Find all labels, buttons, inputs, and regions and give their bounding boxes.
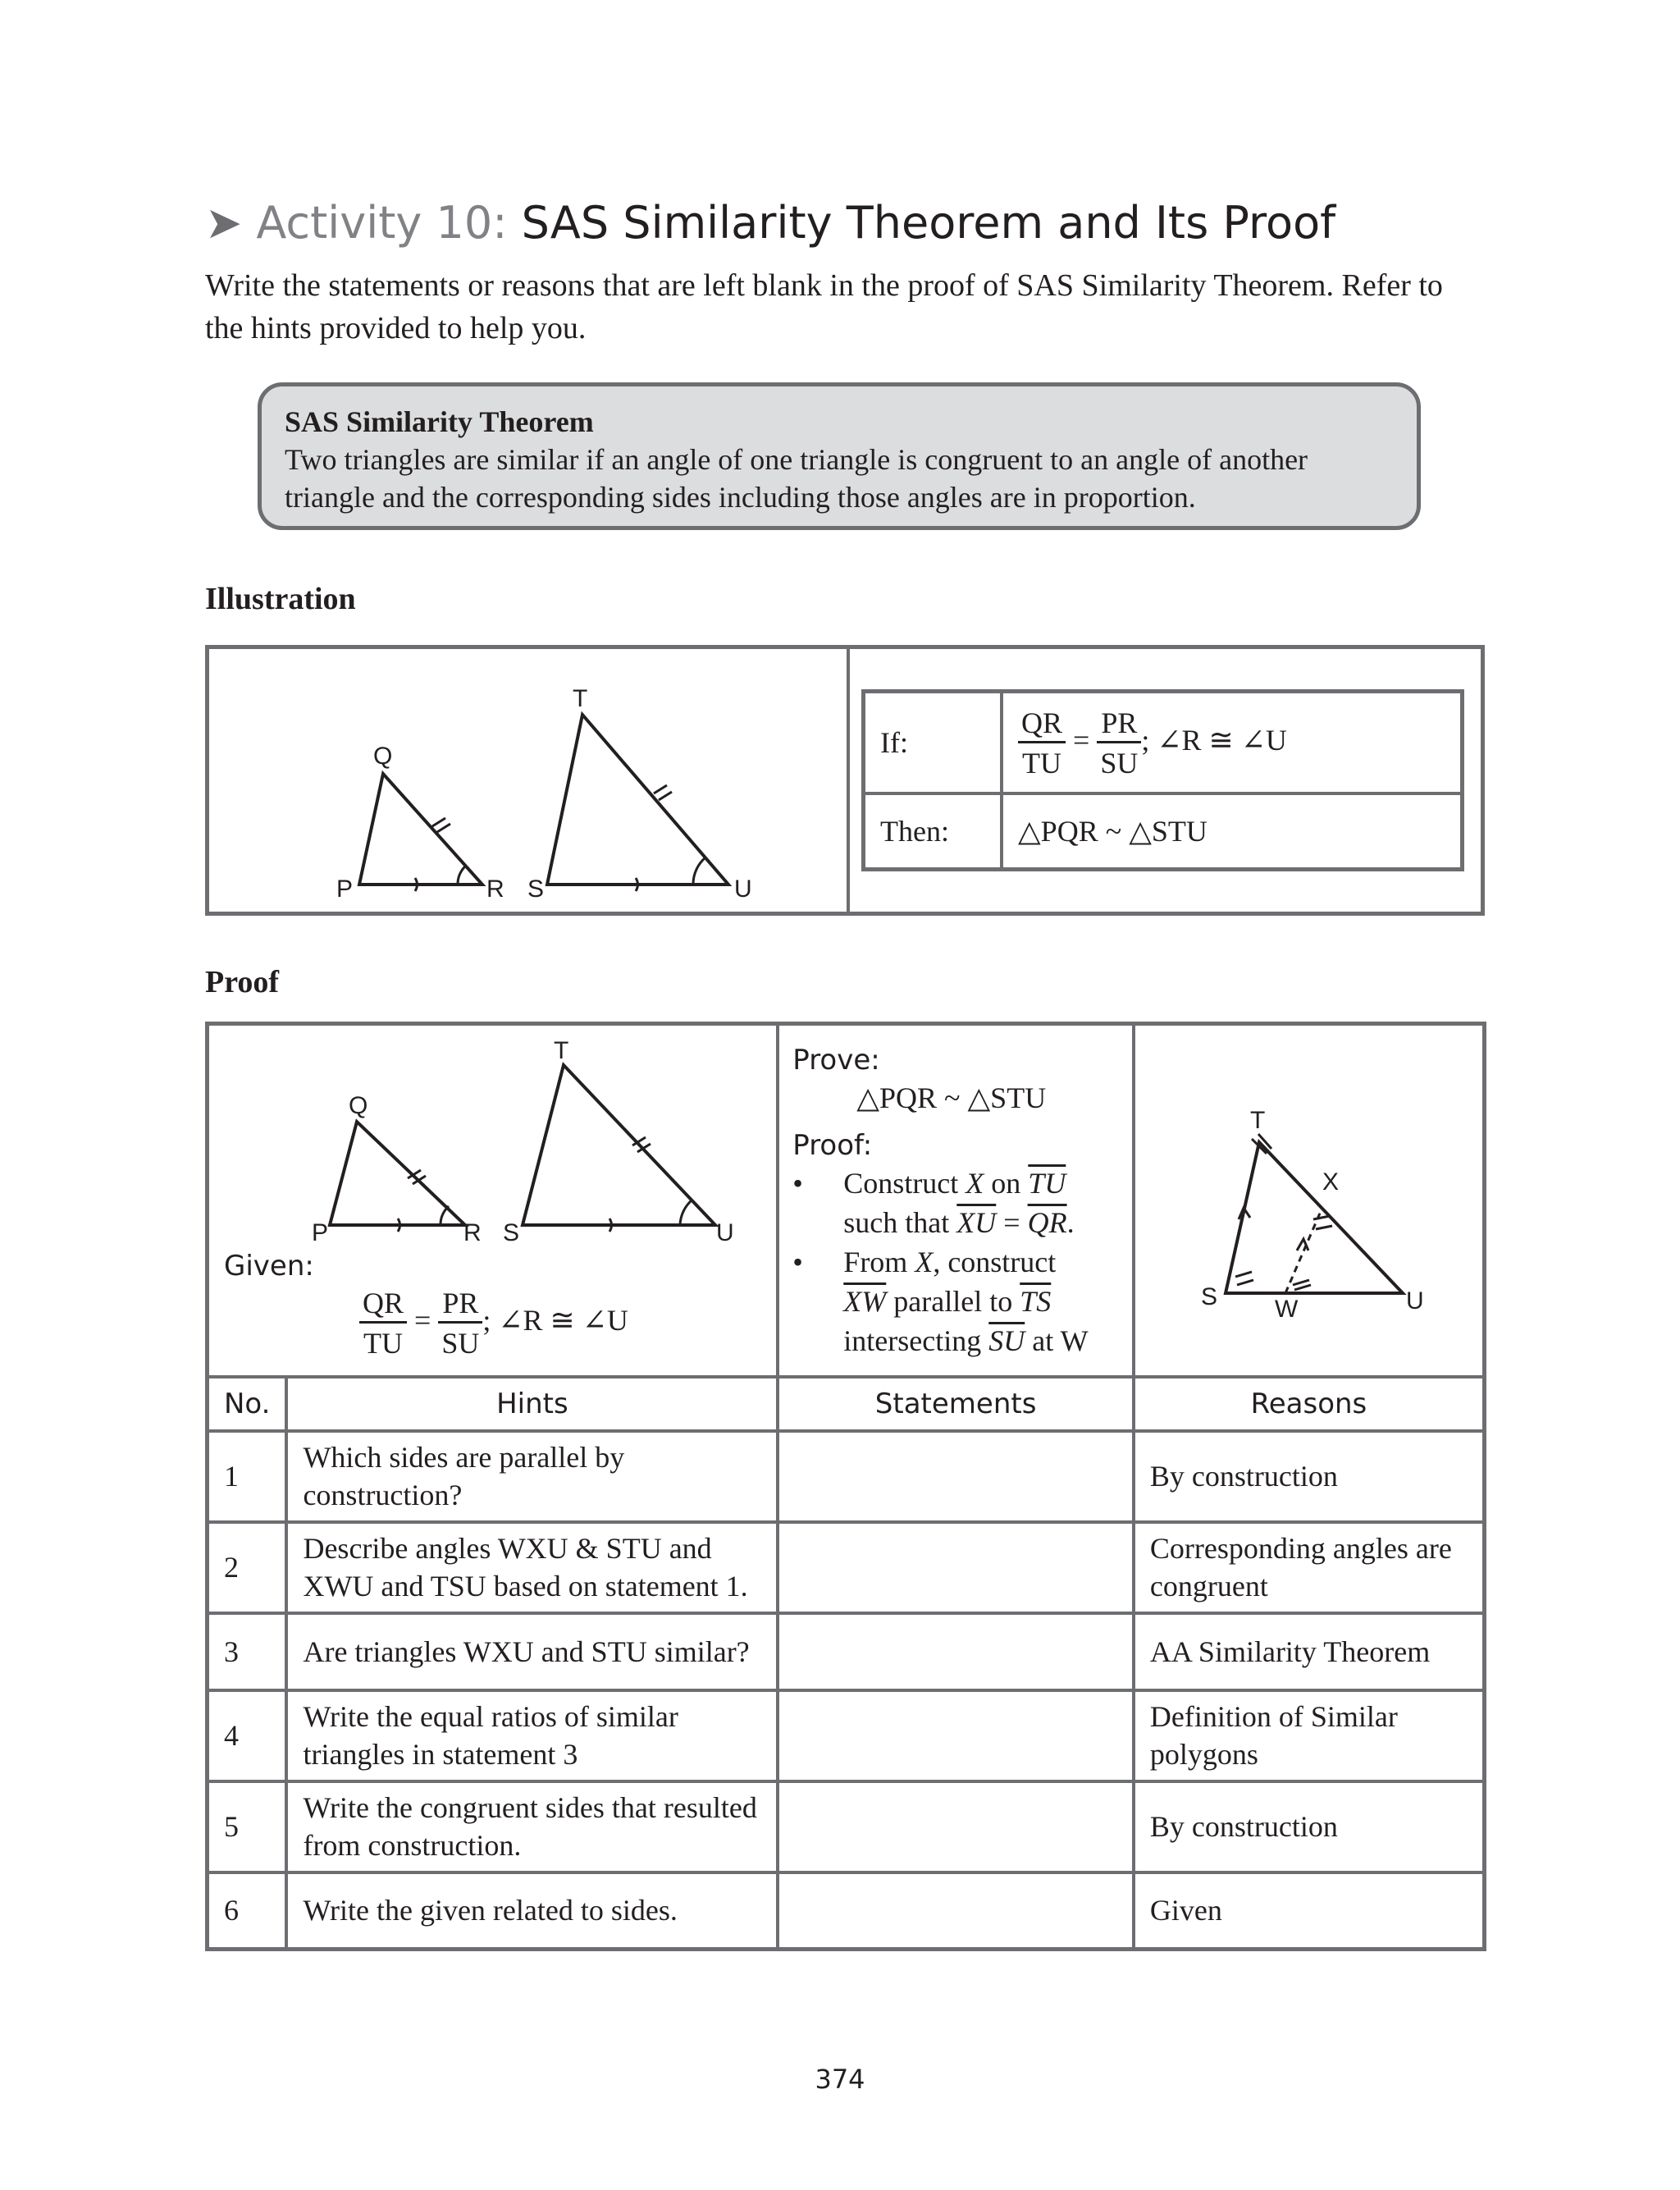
statement-cell[interactable]	[778, 1613, 1134, 1690]
row-reason: Given	[1134, 1872, 1485, 1950]
theorem-body: Two triangles are similar if an angle of one triangle is congruent to an angle of another triangle and the corresponding sides including those angles are in proportion.	[285, 443, 1308, 514]
given-angle-condition: ; ∠R ≅ ∠U	[482, 1303, 628, 1337]
given-equals: =	[414, 1303, 431, 1337]
parallel-arrow-xw	[1297, 1239, 1308, 1250]
then-label: Then:	[864, 793, 1002, 869]
construction-label-s: S	[1200, 1283, 1217, 1310]
illustration-figure	[209, 649, 847, 912]
row-number: 2	[208, 1522, 287, 1613]
statement-cell[interactable]	[778, 1781, 1134, 1872]
if-condition	[1002, 692, 1463, 794]
activity-title: SAS Similarity Theorem and Its Proof	[521, 197, 1336, 249]
header-no: No.	[208, 1377, 287, 1431]
given-ratio-pr-su: $\frac{PR}{SU}$	[438, 1288, 482, 1358]
construction-label-w: W	[1274, 1296, 1299, 1323]
given-ratio-qr-tu: $\frac{QR}{TU}$	[359, 1288, 407, 1358]
label-t: T	[573, 685, 588, 712]
header-reasons: Reasons	[1134, 1377, 1485, 1431]
row-reason: Corresponding angles are congruent	[1134, 1522, 1485, 1613]
proof-table	[205, 1022, 1486, 1951]
tick-tu	[654, 785, 672, 800]
given-label-p: P	[312, 1219, 329, 1246]
proof-steps-label: Proof:	[792, 1129, 873, 1162]
angle-condition: ; ∠R ≅ ∠U	[1141, 723, 1287, 757]
row-number: 4	[208, 1690, 287, 1781]
table-row	[208, 1872, 1485, 1950]
illustration-label: Illustration	[205, 582, 356, 616]
construction-label-u: U	[1405, 1287, 1424, 1314]
statement-cell[interactable]	[778, 1431, 1134, 1522]
table-row	[208, 1781, 1485, 1872]
construction-label-t: T	[1249, 1107, 1266, 1134]
bullet: •	[792, 1246, 803, 1278]
instructions: Write the statements or reasons that are left blank in the proof of SAS Similarity Theorem. Refer to the hints provided to help you.	[205, 268, 1443, 345]
row-hint: Are triangles WXU and STU similar?	[286, 1613, 778, 1690]
row-reason: Definition of Similar polygons	[1134, 1690, 1485, 1781]
label-q: Q	[373, 743, 393, 770]
row-reason: By construction	[1134, 1781, 1485, 1872]
given-statement	[359, 1288, 628, 1358]
statement-cell[interactable]	[778, 1522, 1134, 1613]
row-hint: Which sides are parallel by construction?	[286, 1431, 778, 1522]
row-number: 5	[208, 1781, 287, 1872]
activity-number: Activity 10:	[256, 197, 508, 249]
statement-cell[interactable]	[778, 1872, 1134, 1950]
angle-u-arc	[693, 857, 705, 885]
label-s: S	[527, 876, 545, 903]
given-label-t: T	[554, 1037, 569, 1064]
proof-step-construct-x: • Construct X on $\overline{TU}$ such that $\overline{XU} = \overline{QR}$.	[792, 1164, 1119, 1242]
row-hint: Describe angles WXU & STU and XWU and TSU based on statement 1.	[286, 1522, 778, 1613]
row-hint: Write the given related to sides.	[286, 1872, 778, 1950]
ratio-pr-su: $\frac{PR}{SU}$	[1097, 708, 1141, 778]
angle-r-arc	[458, 866, 466, 885]
header-hints: Hints	[286, 1377, 778, 1431]
equals-sign: =	[1073, 723, 1090, 757]
proof-label: Proof	[205, 965, 280, 999]
angle-r-arc-given	[441, 1206, 449, 1225]
given-figure	[209, 1026, 775, 1272]
table-header	[208, 1377, 1485, 1431]
triangle-stu-construction	[1226, 1142, 1403, 1293]
label-u: U	[734, 876, 752, 903]
prove-cell	[778, 1024, 1134, 1377]
activity-heading	[205, 197, 1335, 249]
page-number: 374	[815, 2064, 865, 2095]
label-r: R	[486, 876, 504, 903]
triangle-stu	[547, 715, 728, 885]
row-reason: By construction	[1134, 1431, 1485, 1522]
then-statement: △PQR ~ △STU	[1002, 793, 1463, 869]
table-row	[208, 1613, 1485, 1690]
header-statements: Statements	[778, 1377, 1134, 1431]
arrow-icon: ➤	[205, 197, 243, 249]
if-label: If:	[864, 692, 1002, 794]
given-label-r: R	[463, 1219, 482, 1246]
construction-figure	[1135, 1026, 1488, 1378]
theorem-title: SAS Similarity Theorem	[285, 405, 594, 438]
table-row	[208, 1431, 1485, 1522]
row-hint: Write the equal ratios of similar triangles in statement 3	[286, 1690, 778, 1781]
theorem-box	[258, 382, 1421, 530]
row-hint: Write the congruent sides that resulted from construction.	[286, 1781, 778, 1872]
statement-cell[interactable]	[778, 1690, 1134, 1781]
if-then-table	[861, 689, 1464, 871]
given-cell	[208, 1024, 778, 1377]
prove-statement: △PQR ~ △STU	[856, 1081, 1047, 1114]
table-row	[208, 1522, 1485, 1613]
row-number: 1	[208, 1431, 287, 1522]
prove-label: Prove:	[792, 1044, 880, 1077]
given-label: Given:	[224, 1250, 314, 1282]
given-label-q: Q	[349, 1092, 368, 1119]
given-label-s: S	[503, 1219, 520, 1246]
row-number: 6	[208, 1872, 287, 1950]
proof-step-construct-xw: • From X, construct $\overline{XW}$ parallel to $\overline{TS}$ intersecting $\overline{SU}$ at W	[792, 1242, 1119, 1360]
given-label-u: U	[716, 1219, 734, 1246]
bullet: •	[792, 1167, 803, 1200]
ratio-qr-tu: $\frac{QR}{TU}$	[1018, 708, 1066, 778]
angle-w-mark	[1293, 1280, 1311, 1290]
angle-s-mark	[1235, 1272, 1253, 1285]
row-number: 3	[208, 1613, 287, 1690]
label-p: P	[336, 876, 354, 903]
illustration-divider	[847, 649, 850, 912]
table-row	[208, 1690, 1485, 1781]
angle-u-arc-given	[680, 1200, 692, 1225]
triangle-stu-given	[523, 1065, 715, 1225]
row-reason: AA Similarity Theorem	[1134, 1613, 1485, 1690]
construction-label-x: X	[1322, 1168, 1339, 1196]
construction-figure-cell	[1134, 1024, 1485, 1377]
